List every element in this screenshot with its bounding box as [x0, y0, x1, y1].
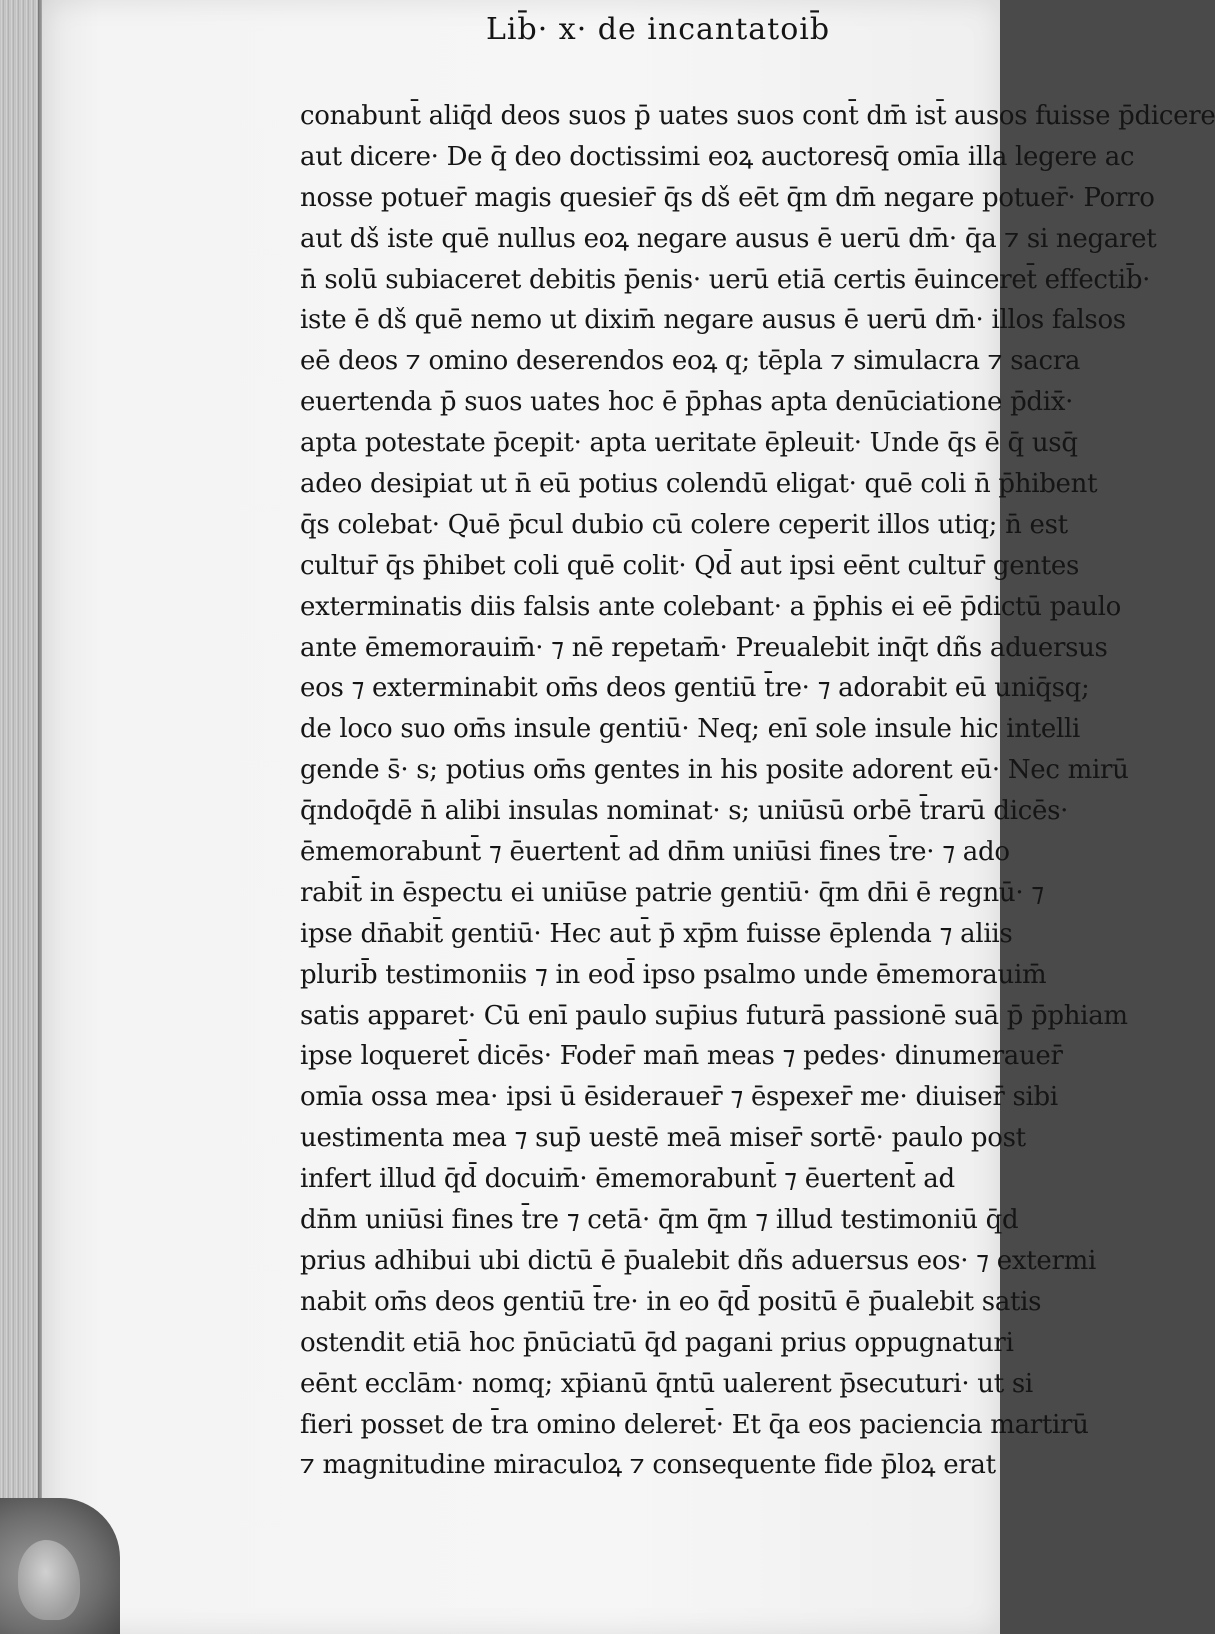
manuscript-page	[42, 0, 1215, 1634]
text-line: fieri posset de t̄ra omino deleret̄· Et q̄a eos paciencia martirū	[300, 1409, 1089, 1440]
text-line: de loco suo om̄s insule gentiū· Neq; enī sole insule hic intelli	[300, 714, 1081, 745]
text-line: nabit om̄s deos gentiū t̄re· in eo q̄d̄ positū ē p̄ualebit satis	[300, 1286, 1042, 1317]
text-line: ipse loqueret̄ dicēs· Foder̄ man̄ meas ⁊ pedes· dinumerauer̄	[300, 1041, 1063, 1072]
text-line: aut dš iste quē nullus eoꝝ negare ausus ē uerū dm̄· q̄a ⁊ si negaret	[300, 223, 1157, 254]
book-spine	[0, 0, 43, 1634]
text-line: aut dicere· De q̄ deo doctissimi eoꝝ auctoresq̄ omīa illa legere ac	[300, 141, 1135, 172]
text-line: eēnt ecclām· nomq; xp̄ianū q̄ntū ualerent p̄secuturi· ut si	[300, 1368, 1033, 1399]
text-line: euertenda p̄ suos uates hoc ē p̄phas apta denūciatione p̄dix̄·	[300, 387, 1074, 418]
text-line: uestimenta mea ⁊ sup̄ uestē meā miser̄ sortē· paulo post	[300, 1123, 1026, 1154]
text-block	[300, 96, 1215, 1486]
text-line: exterminatis diis falsis ante colebant· a p̄phis ei eē p̄dictū paulo	[300, 591, 1122, 622]
text-line: satis apparet· Cū enī paulo sup̄ius futurā passionē suā p̄ p̄phiam	[300, 1000, 1128, 1031]
text-line: eē deos ⁊ omino deserendos eoꝝ q; tēpla ⁊ simulacra ⁊ sacra	[300, 346, 1081, 377]
running-head: Lib̄· x· de incantatoib̄	[486, 12, 831, 47]
text-line: ⁊ magnitudine miraculoꝝ ⁊ consequente fide p̄loꝝ erat	[300, 1450, 996, 1481]
text-line: n̄ solū subiaceret debitis p̄enis· uerū etiā certis ēuinceret̄ effectib̄·	[300, 264, 1151, 295]
text-line: iste ē dš quē nemo ut dixim̄ negare ausus ē uerū dm̄· illos falsos	[300, 305, 1126, 336]
text-line: q̄s colebat· Quē p̄cul dubio cū colere ceperit illos utiq; n̄ est	[300, 509, 1068, 540]
text-line: nosse potuer̄ magis quesier̄ q̄s dš eēt q̄m dm̄ negare potuer̄· Porro	[300, 182, 1155, 213]
text-line: eos ⁊ exterminabit om̄s deos gentiū t̄re· ⁊ adorabit eū uniq̄sq;	[300, 673, 1090, 704]
text-line: infert illud q̄d̄ docuim̄· ēmemorabunt̄ ⁊ ēuertent̄ ad	[300, 1164, 955, 1195]
text-line: ēmemorabunt̄ ⁊ ēuertent̄ ad dn̄m uniūsi fines t̄re· ⁊ ado	[300, 837, 1010, 868]
text-line: gende s̄· s; potius om̄s gentes in his posite adorent eū· Nec mirū	[300, 755, 1129, 786]
text-line: omīa ossa mea· ipsi ū ēsiderauer̄ ⁊ ēspexer̄ me· diuiser̄ sibi	[300, 1082, 1058, 1113]
text-line: ante ēmemorauim̄· ⁊ nē repetam̄· Preualebit inq̄t dñs aduersus	[300, 632, 1108, 663]
text-line: ostendit etiā hoc p̄nūciatū q̄d pagani prius oppugnaturi	[300, 1327, 1014, 1358]
text-line: dn̄m uniūsi fines t̄re ⁊ cetā· q̄m q̄m ⁊ illud testimoniū q̄d	[300, 1205, 1019, 1236]
text-line: prius adhibui ubi dictū ē p̄ualebit dñs aduersus eos· ⁊ extermi	[300, 1245, 1096, 1276]
text-line: q̄ndoq̄dē n̄ alibi insulas nominat· s; uniūsū orbē t̄rarū dicēs·	[300, 796, 1069, 827]
text-line: cultur̄ q̄s p̄hibet coli quē colit· Qd̄ aut ipsi eēnt cultur̄ gentes	[300, 550, 1080, 581]
text-line: plurib̄ testimoniis ⁊ in eod̄ ipso psalmo unde ēmemorauim̄	[300, 959, 1047, 990]
text-line: adeo desipiat ut n̄ eū potius colendū eligat· quē coli n̄ p̄hibent	[300, 469, 1098, 500]
text-line: conabunt̄ aliq̄d deos suos p̄ uates suos cont̄ dm̄ ist̄ ausos fuisse p̄dicere	[300, 101, 1215, 131]
text-line: apta potestate p̄cepit· apta ueritate ēpleuit· Unde q̄s ē q̄ usq̄	[300, 428, 1078, 459]
text-line: ipse dn̄abit̄ gentiū· Hec aut̄ p̄ xp̄m fuisse ēplenda ⁊ aliis	[300, 918, 1013, 949]
text-line: rabit̄ in ēspectu ei uniūse patrie gentiū· q̄m dn̄i ē regnū· ⁊	[300, 877, 1044, 908]
